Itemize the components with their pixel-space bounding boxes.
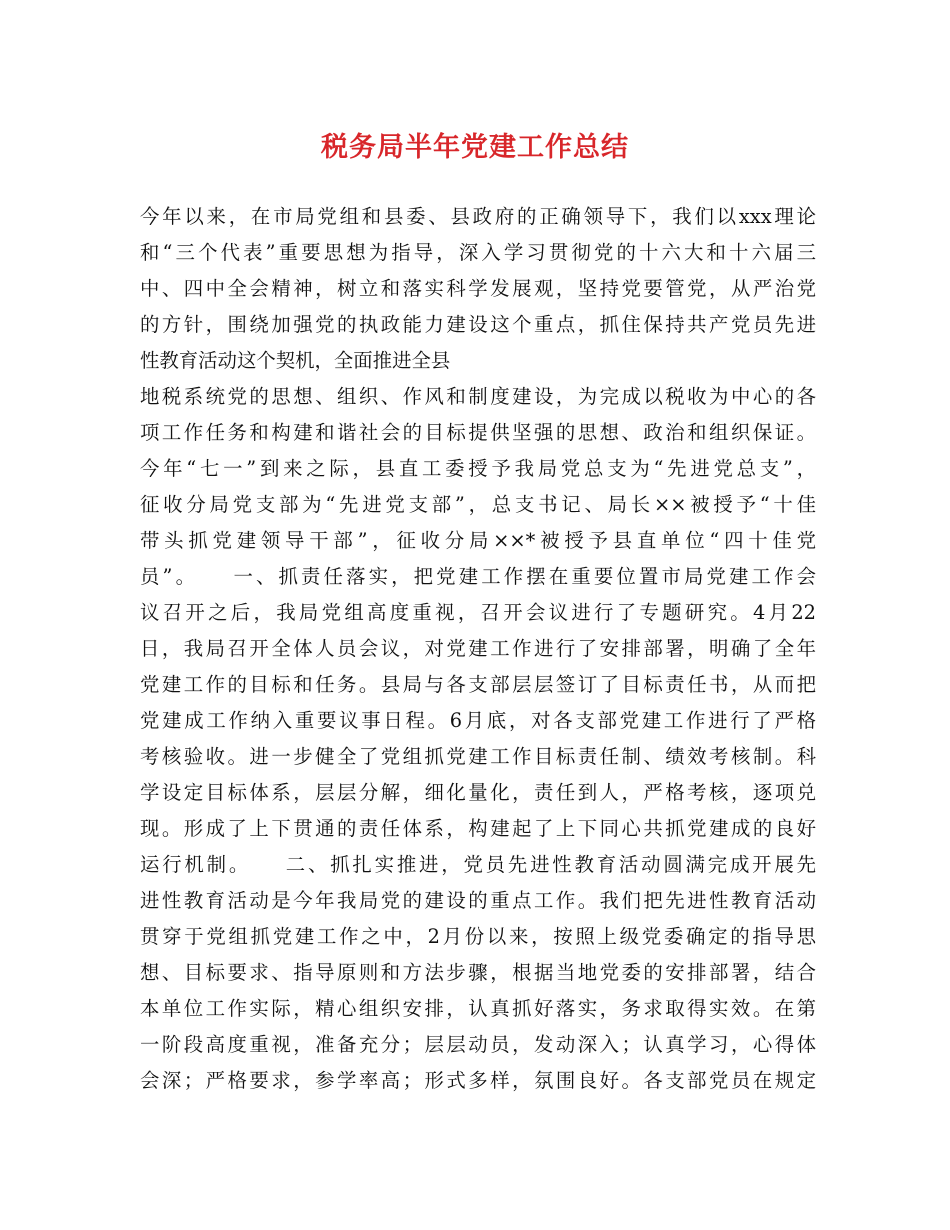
body-line: 日，我局召开全体人员会议，对党建工作进行了安排部署，明确了全年 bbox=[140, 637, 816, 660]
body-line: 今年以来，在市局党组和县委、县政府的正确领导下，我们以xxx理论 bbox=[140, 205, 816, 228]
document-body bbox=[140, 199, 816, 1099]
body-line: 今年“七一”到来之际，县直工委授予我局党总支为“先进党总支”， bbox=[140, 457, 816, 480]
body-line: 项工作任务和构建和谐社会的目标提供坚强的思想、政治和组织保证。 bbox=[140, 421, 816, 444]
body-line: 学设定目标体系，层层分解，细化量化，责任到人，严格考核，逐项兑 bbox=[140, 781, 816, 804]
body-line: 进性教育活动是今年我局党的建设的重点工作。我们把先进性教育活动 bbox=[140, 889, 816, 912]
body-line: 地税系统党的思想、组织、作风和制度建设，为完成以税收为中心的各 bbox=[140, 385, 816, 408]
body-line: 征收分局党支部为“先进党支部”，总支书记、局长××被授予“十佳 bbox=[140, 493, 816, 516]
body-line: 议召开之后，我局党组高度重视，召开会议进行了专题研究。4月22 bbox=[140, 601, 816, 624]
body-line: 党建成工作纳入重要议事日程。6月底，对各支部党建工作进行了严格 bbox=[140, 709, 816, 732]
body-line: 现。形成了上下贯通的责任体系，构建起了上下同心共抓党建成的良好 bbox=[140, 817, 816, 840]
body-line: 党建工作的目标和任务。县局与各支部层层签订了目标责任书，从而把 bbox=[140, 673, 816, 696]
body-line: 中、四中全会精神，树立和落实科学发展观，坚持党要管党，从严治党 bbox=[140, 277, 816, 300]
body-line: 一阶段高度重视，准备充分；层层动员，发动深入；认真学习，心得体 bbox=[140, 1033, 816, 1056]
body-line: 会深；严格要求，参学率高；形式多样，氛围良好。各支部党员在规定 bbox=[140, 1069, 816, 1092]
body-line: 带头抓党建领导干部”，征收分局××*被授予县直单位“四十佳党 bbox=[140, 529, 816, 552]
body-line: 运行机制。 二、抓扎实推进，党员先进性教育活动圆满完成开展先 bbox=[140, 853, 816, 876]
body-line: 考核验收。进一步健全了党组抓党建工作目标责任制、绩效考核制。科 bbox=[140, 745, 816, 768]
body-line: 贯穿于党组抓党建工作之中，2月份以来，按照上级党委确定的指导思 bbox=[140, 925, 816, 948]
document-title: 税务局半年党建工作总结 bbox=[321, 132, 629, 163]
body-line: 员”。 一、抓责任落实，把党建工作摆在重要位置市局党建工作会 bbox=[140, 565, 816, 588]
body-line: 本单位工作实际，精心组织安排，认真抓好落实，务求取得实效。在第 bbox=[140, 997, 816, 1020]
body-line: 的方针，围绕加强党的执政能力建设这个重点，抓住保持共产党员先进 bbox=[140, 313, 816, 336]
body-line: 性教育活动这个契机，全面推进全县 bbox=[140, 349, 451, 372]
body-line: 和“三个代表”重要思想为指导，深入学习贯彻党的十六大和十六届三 bbox=[140, 241, 816, 264]
body-line: 想、目标要求、指导原则和方法步骤，根据当地党委的安排部署，结合 bbox=[140, 961, 816, 984]
